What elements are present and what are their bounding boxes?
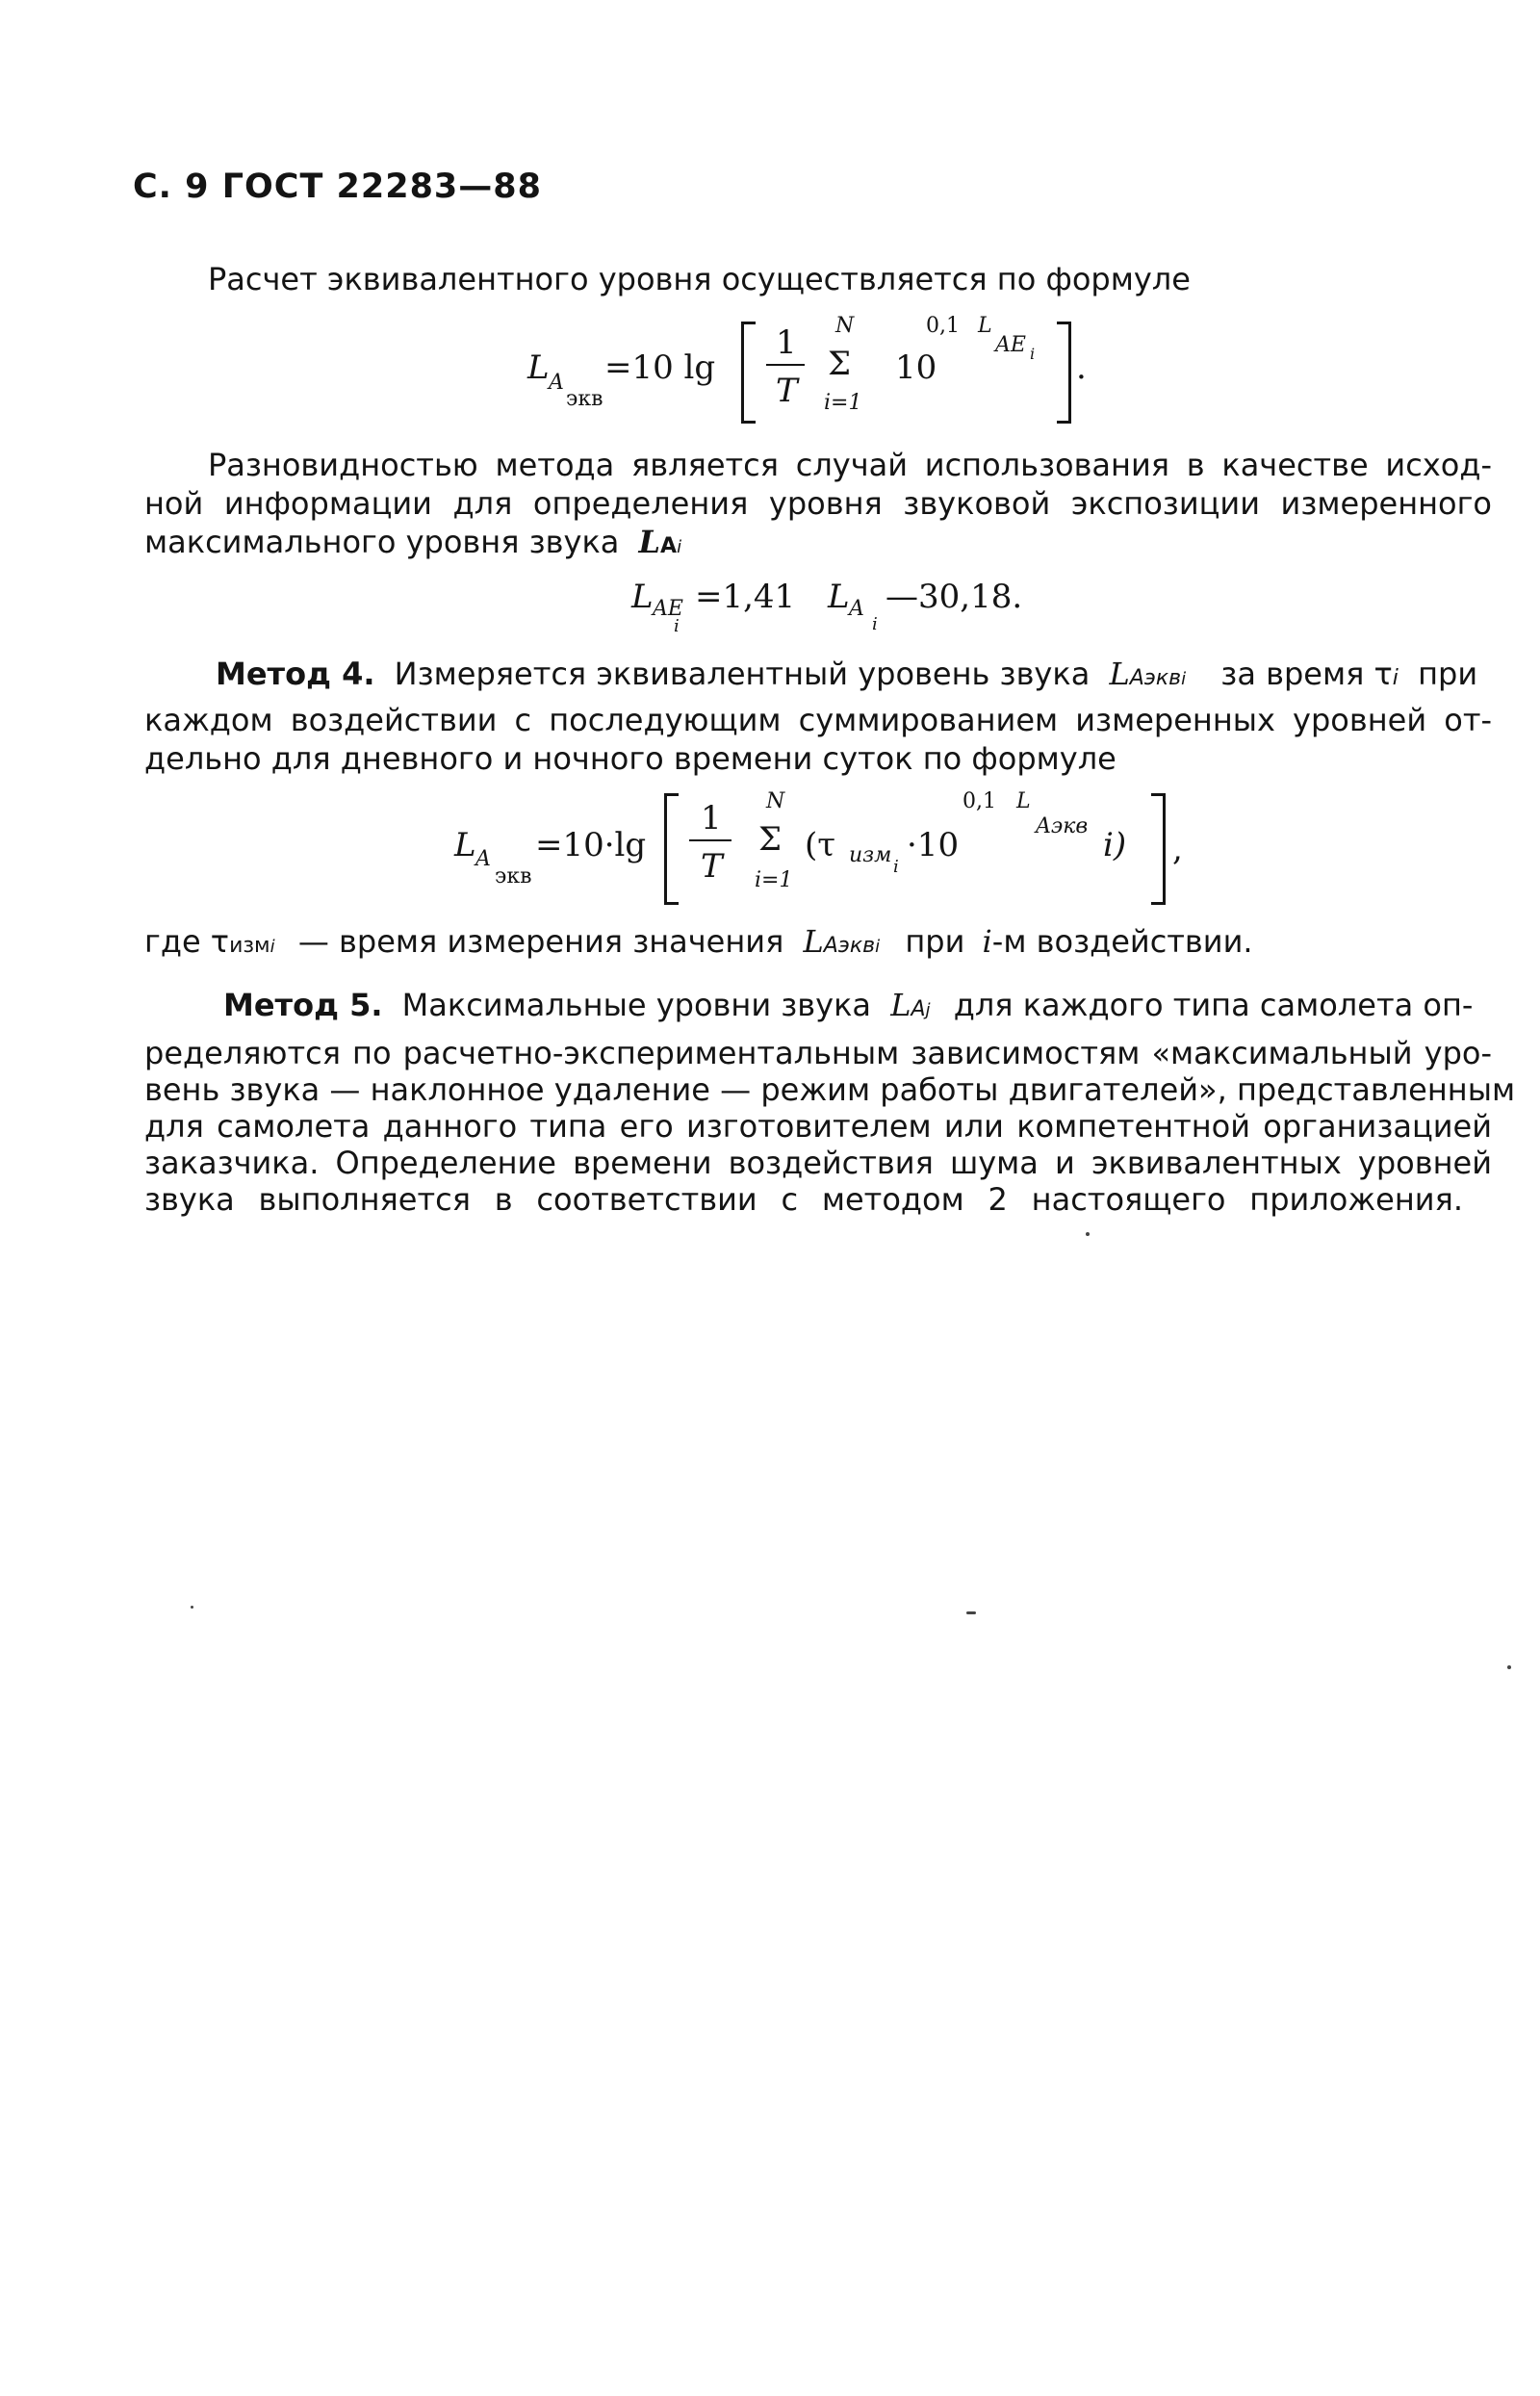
formula2-tail: —30,18. xyxy=(886,578,1023,616)
where-line-symbol-subsub: i xyxy=(875,937,881,957)
scan-speck xyxy=(966,1611,976,1614)
formula2-lhs-var: L xyxy=(631,578,654,616)
formula1-exp-subsub: i xyxy=(1030,345,1036,363)
formula1-sum-bottom: i=1 xyxy=(824,391,862,415)
paragraph-variant-line-3-text: максимального уровня звука xyxy=(144,524,620,560)
method5-line-6: звука выполняется в соответствии с методом 2 настоящего приложения. xyxy=(144,1181,1463,1218)
symbol-la-sub: A xyxy=(660,534,678,558)
formula1-exp-coef: 0,1 xyxy=(926,314,960,338)
method4-line-1-b-sub: i xyxy=(1392,666,1399,690)
formula1-sum-sign: Σ xyxy=(828,345,852,383)
formula1-lhs-subsub: экв xyxy=(566,387,603,411)
formula3-right-bracket xyxy=(1151,793,1166,905)
formula3-exp-coef: 0,1 xyxy=(962,789,996,813)
formula1-exp-var: L xyxy=(978,314,992,338)
method5-line-5: заказчика. Определение времени воздействия шума и эквивалентных уровней xyxy=(144,1145,1492,1181)
method4-line-1-a: Измеряется эквивалентный уровень звука xyxy=(394,656,1091,692)
symbol-la-var: L xyxy=(638,524,661,560)
method5-line-1-b: для каждого типа самолета оп- xyxy=(953,987,1474,1023)
method4-label: Метод 4. xyxy=(216,656,375,692)
formula1-frac-den: T xyxy=(776,372,798,410)
method5-line-1-a: Максимальные уровни звука xyxy=(401,987,872,1023)
formula1-lhs-var: L xyxy=(527,348,550,387)
method4-symbol-subsub: i xyxy=(1181,669,1187,689)
scan-speck xyxy=(1507,1665,1511,1669)
formula3-paren-open: (τ xyxy=(805,826,836,864)
formula3-tau-sub: изм xyxy=(849,843,892,867)
method4-symbol-sub: Aэкв xyxy=(1129,666,1182,690)
where-line-b: — время измерения значения xyxy=(297,923,784,960)
method5-symbol-sub: A xyxy=(911,997,926,1021)
formula3-exp-var: L xyxy=(1016,789,1031,813)
where-line xyxy=(144,922,1492,966)
method4-line-1-b: за время τ xyxy=(1220,656,1393,692)
formula1-left-bracket xyxy=(741,322,756,424)
paragraph-variant-line-3 xyxy=(144,523,1492,567)
where-line-a: где τ xyxy=(144,923,230,960)
method5-label: Метод 5. xyxy=(223,987,383,1023)
where-line-a-subsub: i xyxy=(270,937,275,957)
formula3-sum-sign: Σ xyxy=(758,820,783,859)
formula2-lhs-sub: AE xyxy=(653,597,683,621)
formula3-exp-sub: Aэкв xyxy=(1036,814,1089,838)
formula1-equals-lg: =10 lg xyxy=(604,348,716,387)
method4-line-2: каждом воздействии с последующим суммированием измеренных уровней от- xyxy=(144,702,1492,738)
formula2-mid-sub: A xyxy=(849,597,864,621)
where-line-c: при xyxy=(905,923,965,960)
scan-speck xyxy=(191,1606,193,1609)
formula3-frac-bar xyxy=(689,839,732,841)
where-line-c-var: i xyxy=(982,923,992,960)
formula3-exp-subsub: i) xyxy=(1103,826,1127,864)
page-header: С. 9 ГОСТ 22283—88 xyxy=(133,167,542,206)
paragraph-intro: Расчет эквивалентного уровня осуществляется по формуле xyxy=(208,261,1191,297)
formula3-left-bracket xyxy=(664,793,679,905)
formula2-mid-var: L xyxy=(828,578,850,616)
formula3-tau-subsub: i xyxy=(893,857,899,877)
method5-line-3: вень звука — наклонное удаление — режим работы двигателей», представленным xyxy=(144,1071,1516,1108)
formula3-end: , xyxy=(1172,830,1183,868)
paragraph-variant-line-2: ной информации для определения уровня звуковой экспозиции измеренного xyxy=(144,485,1492,522)
formula2-rhs: =1,41 xyxy=(695,578,796,616)
where-line-symbol-sub: Aэкв xyxy=(823,934,876,958)
method4-line-1-c: при xyxy=(1418,656,1478,692)
formula3-frac-den: T xyxy=(701,847,723,886)
scan-speck xyxy=(1086,1232,1090,1236)
formula3-sum-top: N xyxy=(766,789,785,813)
paragraph-variant-line-1: Разновидностью метода является случай использования в качестве исход- xyxy=(208,447,1492,483)
formula3-frac-num: 1 xyxy=(701,799,722,837)
method4-line-3: дельно для дневного и ночного времени суток по формуле xyxy=(144,740,1116,777)
formula3-lhs-var: L xyxy=(454,826,476,864)
formula1-frac-bar xyxy=(766,364,805,366)
formula1-exp-sub: AE xyxy=(995,333,1026,357)
method5-symbol-subsub: j xyxy=(925,1000,931,1020)
where-line-c-tail: -м воздействии. xyxy=(991,923,1253,960)
formula3-times: ·10 xyxy=(907,826,960,864)
formula1-frac-num: 1 xyxy=(776,323,797,362)
where-line-a-sub: изм xyxy=(229,934,270,958)
formula3-lhs-subsub: экв xyxy=(495,864,532,889)
formula1-lhs-sub: A xyxy=(549,371,564,395)
method5-symbol-var: L xyxy=(890,987,911,1023)
symbol-la-subsub: i xyxy=(677,537,682,557)
formula2-lhs-subsub: i xyxy=(674,616,680,636)
formula3-equals-lg: =10·lg xyxy=(535,826,647,864)
method5-line-1 xyxy=(223,986,1540,1030)
method5-line-4: для самолета данного типа его изготовителем или компетентной организацией xyxy=(144,1108,1492,1145)
formula3-lhs-sub: A xyxy=(475,847,491,871)
method4-line-1 xyxy=(216,655,1540,699)
formula1-end: . xyxy=(1076,348,1087,387)
method4-symbol-var: L xyxy=(1109,656,1130,692)
method5-line-2: ределяются по расчетно-экспериментальным зависимостям «максимальный уро- xyxy=(144,1035,1492,1071)
formula1-right-bracket xyxy=(1057,322,1071,424)
formula1-sum-top: N xyxy=(835,314,855,338)
formula2-mid-subsub: i xyxy=(872,614,878,634)
where-line-symbol-var: L xyxy=(803,923,824,960)
formula1-base: 10 xyxy=(895,348,937,387)
formula3-sum-bottom: i=1 xyxy=(755,868,793,892)
